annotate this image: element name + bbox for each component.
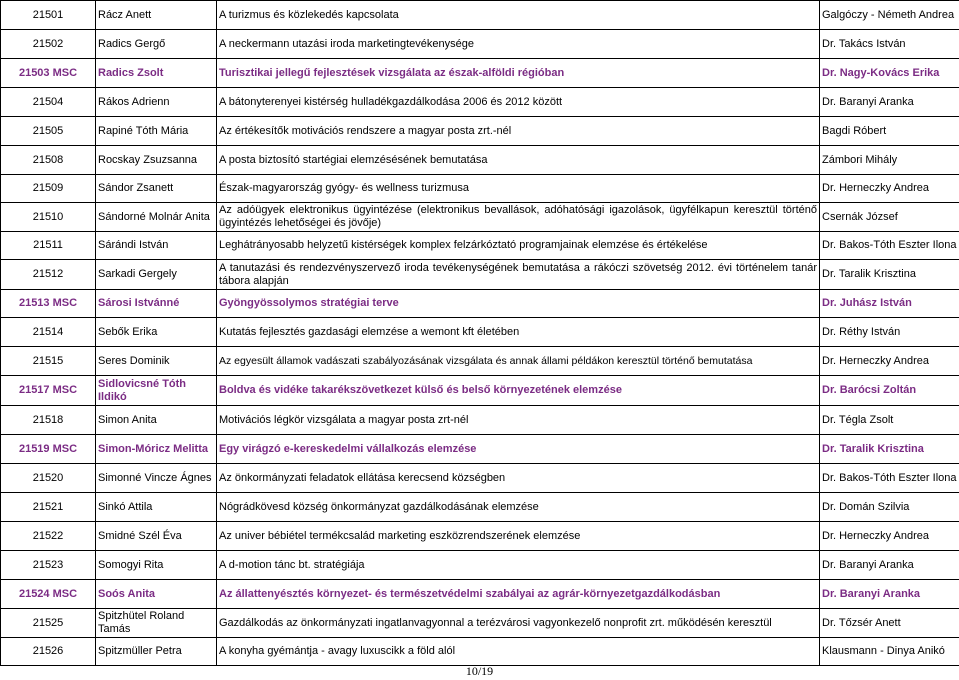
supervisor-cell: Dr. Juhász István xyxy=(820,290,959,318)
thesis-id-cell: 21502 xyxy=(1,30,96,59)
student-name-cell: Radics Zsolt xyxy=(96,59,217,88)
thesis-title-cell: A tanutazási és rendezvényszervező iroda tevékenységének bemutatása a rákóczi szövetség 2012. évi történelem tanár tábora alapján xyxy=(217,260,820,290)
thesis-title-cell: A bátonyterenyei kistérség hulladékgazdálkodása 2006 és 2012 között xyxy=(217,88,820,117)
supervisor-cell: Dr. Baranyi Aranka xyxy=(820,580,959,609)
thesis-id-cell: 21523 xyxy=(1,551,96,580)
thesis-title-cell: Turisztikai jellegű fejlesztések vizsgálata az észak-alföldi régióban xyxy=(217,59,820,88)
thesis-id-cell: 21525 xyxy=(1,609,96,638)
student-name-cell: Smidné Szél Éva xyxy=(96,522,217,551)
thesis-title-cell: Leghátrányosabb helyzetű kistérségek komplex felzárkóztató programjainak elemzése és értékelése xyxy=(217,232,820,260)
student-name-cell: Sidlovicsné Tóth Ildikó xyxy=(96,376,217,406)
thesis-id-cell: 21503 MSC xyxy=(1,59,96,88)
supervisor-cell: Dr. Herneczky Andrea xyxy=(820,522,959,551)
table-row xyxy=(1,146,959,175)
thesis-id-cell: 21511 xyxy=(1,232,96,260)
supervisor-cell: Dr. Takács István xyxy=(820,30,959,59)
table-row xyxy=(1,290,959,318)
table-row xyxy=(1,609,959,638)
supervisor-cell: Galgóczy - Németh Andrea xyxy=(820,1,959,30)
thesis-title-cell: A neckermann utazási iroda marketingtevékenysége xyxy=(217,30,820,59)
student-name-cell: Simon Anita xyxy=(96,406,217,435)
thesis-title-cell: Az adóügyek elektronikus ügyintézése (elektronikus bevallások, adóhatósági igazolások, ügyfélkapun keresztül történő ügyintézés lehetőségei és jövője) xyxy=(217,203,820,232)
thesis-title-cell: A turizmus és közlekedés kapcsolata xyxy=(217,1,820,30)
table-row xyxy=(1,260,959,290)
thesis-title-cell: Az állattenyésztés környezet- és természetvédelmi szabályai az agrár-környezetgazdálkodásban xyxy=(217,580,820,609)
table-row xyxy=(1,551,959,580)
student-name-cell: Sarkadi Gergely xyxy=(96,260,217,290)
table-row xyxy=(1,318,959,347)
table-row xyxy=(1,638,959,666)
student-name-cell: Rácz Anett xyxy=(96,1,217,30)
student-name-cell: Sinkó Attila xyxy=(96,493,217,522)
table-row xyxy=(1,117,959,146)
thesis-id-cell: 21514 xyxy=(1,318,96,347)
supervisor-cell: Dr. Tőzsér Anett xyxy=(820,609,959,638)
supervisor-cell: Dr. Réthy István xyxy=(820,318,959,347)
thesis-id-cell: 21522 xyxy=(1,522,96,551)
table-row xyxy=(1,522,959,551)
thesis-id-cell: 21520 xyxy=(1,464,96,493)
supervisor-cell: Dr. Barócsi Zoltán xyxy=(820,376,959,406)
thesis-id-cell: 21513 MSC xyxy=(1,290,96,318)
thesis-title-cell: A posta biztosító startégiai elemzésésének bemutatása xyxy=(217,146,820,175)
student-name-cell: Spitzhütel Roland Tamás xyxy=(96,609,217,638)
table-row xyxy=(1,464,959,493)
supervisor-cell: Dr. Taralik Krisztina xyxy=(820,260,959,290)
student-name-cell: Soós Anita xyxy=(96,580,217,609)
thesis-id-cell: 21510 xyxy=(1,203,96,232)
thesis-id-cell: 21512 xyxy=(1,260,96,290)
thesis-title-cell: Az egyesült államok vadászati szabályozásának vizsgálata és annak állami példákon keresztül történő bemutatása xyxy=(217,347,820,376)
student-name-cell: Spitzmüller Petra xyxy=(96,638,217,666)
table-row xyxy=(1,347,959,376)
thesis-id-cell: 21509 xyxy=(1,175,96,203)
supervisor-cell: Dr. Domán Szilvia xyxy=(820,493,959,522)
table-row xyxy=(1,376,959,406)
thesis-id-cell: 21526 xyxy=(1,638,96,666)
student-name-cell: Sárosi Istvánné xyxy=(96,290,217,318)
thesis-title-cell: Gazdálkodás az önkormányzati ingatlanvagyonnal a terézvárosi vagyonkezelő nonprofit zrt. működésén keresztül xyxy=(217,609,820,638)
supervisor-cell: Dr. Bakos-Tóth Eszter Ilona xyxy=(820,232,959,260)
supervisor-cell: Dr. Baranyi Aranka xyxy=(820,551,959,580)
table-row xyxy=(1,175,959,203)
supervisor-cell: Klausmann - Dinya Anikó xyxy=(820,638,959,666)
thesis-id-cell: 21519 MSC xyxy=(1,435,96,464)
thesis-title-cell: Észak-magyarország gyógy- és wellness turizmusa xyxy=(217,175,820,203)
thesis-title-cell: Az önkormányzati feladatok ellátása kerecsend községben xyxy=(217,464,820,493)
supervisor-cell: Dr. Nagy-Kovács Erika xyxy=(820,59,959,88)
student-name-cell: Rocskay Zsuzsanna xyxy=(96,146,217,175)
thesis-title-cell: Kutatás fejlesztés gazdasági elemzése a wemont kft életében xyxy=(217,318,820,347)
thesis-title-cell: Boldva és vidéke takarékszövetkezet külső és belső környezetének elemzése xyxy=(217,376,820,406)
table-row xyxy=(1,59,959,88)
table-row xyxy=(1,493,959,522)
thesis-id-cell: 21501 xyxy=(1,1,96,30)
thesis-id-cell: 21517 MSC xyxy=(1,376,96,406)
thesis-id-cell: 21515 xyxy=(1,347,96,376)
supervisor-cell: Dr. Bakos-Tóth Eszter Ilona xyxy=(820,464,959,493)
student-name-cell: Seres Dominik xyxy=(96,347,217,376)
table-row xyxy=(1,30,959,59)
table-row xyxy=(1,406,959,435)
page-number: 10/19 xyxy=(465,664,494,678)
student-name-cell: Sándorné Molnár Anita xyxy=(96,203,217,232)
thesis-id-cell: 21505 xyxy=(1,117,96,146)
student-name-cell: Sebők Erika xyxy=(96,318,217,347)
thesis-title-cell: Nógrádkövesd község önkormányzat gazdálkodásának elemzése xyxy=(217,493,820,522)
thesis-id-cell: 21521 xyxy=(1,493,96,522)
thesis-title-cell: Motivációs légkör vizsgálata a magyar posta zrt-nél xyxy=(217,406,820,435)
thesis-id-cell: 21518 xyxy=(1,406,96,435)
supervisor-cell: Dr. Baranyi Aranka xyxy=(820,88,959,117)
supervisor-cell: Dr. Herneczky Andrea xyxy=(820,175,959,203)
table-row xyxy=(1,435,959,464)
thesis-title-cell: A konyha gyémántja - avagy luxuscikk a föld alól xyxy=(217,638,820,666)
supervisor-cell: Dr. Herneczky Andrea xyxy=(820,347,959,376)
thesis-id-cell: 21524 MSC xyxy=(1,580,96,609)
thesis-id-cell: 21504 xyxy=(1,88,96,117)
student-name-cell: Somogyi Rita xyxy=(96,551,217,580)
student-name-cell: Simon-Móricz Melitta xyxy=(96,435,217,464)
student-name-cell: Sándor Zsanett xyxy=(96,175,217,203)
supervisor-cell: Zámbori Mihály xyxy=(820,146,959,175)
table-row xyxy=(1,88,959,117)
thesis-id-cell: 21508 xyxy=(1,146,96,175)
table-row xyxy=(1,203,959,232)
supervisor-cell: Csernák József xyxy=(820,203,959,232)
supervisor-cell: Bagdi Róbert xyxy=(820,117,959,146)
supervisor-cell: Dr. Tégla Zsolt xyxy=(820,406,959,435)
table-row xyxy=(1,232,959,260)
student-name-cell: Rákos Adrienn xyxy=(96,88,217,117)
thesis-title-cell: Egy virágzó e-kereskedelmi vállalkozás elemzése xyxy=(217,435,820,464)
student-name-cell: Rapiné Tóth Mária xyxy=(96,117,217,146)
supervisor-cell: Dr. Taralik Krisztina xyxy=(820,435,959,464)
student-name-cell: Radics Gergő xyxy=(96,30,217,59)
thesis-title-cell: Gyöngyössolymos stratégiai terve xyxy=(217,290,820,318)
student-name-cell: Sárándi István xyxy=(96,232,217,260)
table-row xyxy=(1,1,959,30)
student-name-cell: Simonné Vincze Ágnes xyxy=(96,464,217,493)
thesis-title-cell: Az univer bébiétel termékcsalád marketing eszközrendszerének elemzése xyxy=(217,522,820,551)
thesis-title-cell: A d-motion tánc bt. stratégiája xyxy=(217,551,820,580)
table-row xyxy=(1,580,959,609)
thesis-title-cell: Az értékesítők motivációs rendszere a magyar posta zrt.-nél xyxy=(217,117,820,146)
